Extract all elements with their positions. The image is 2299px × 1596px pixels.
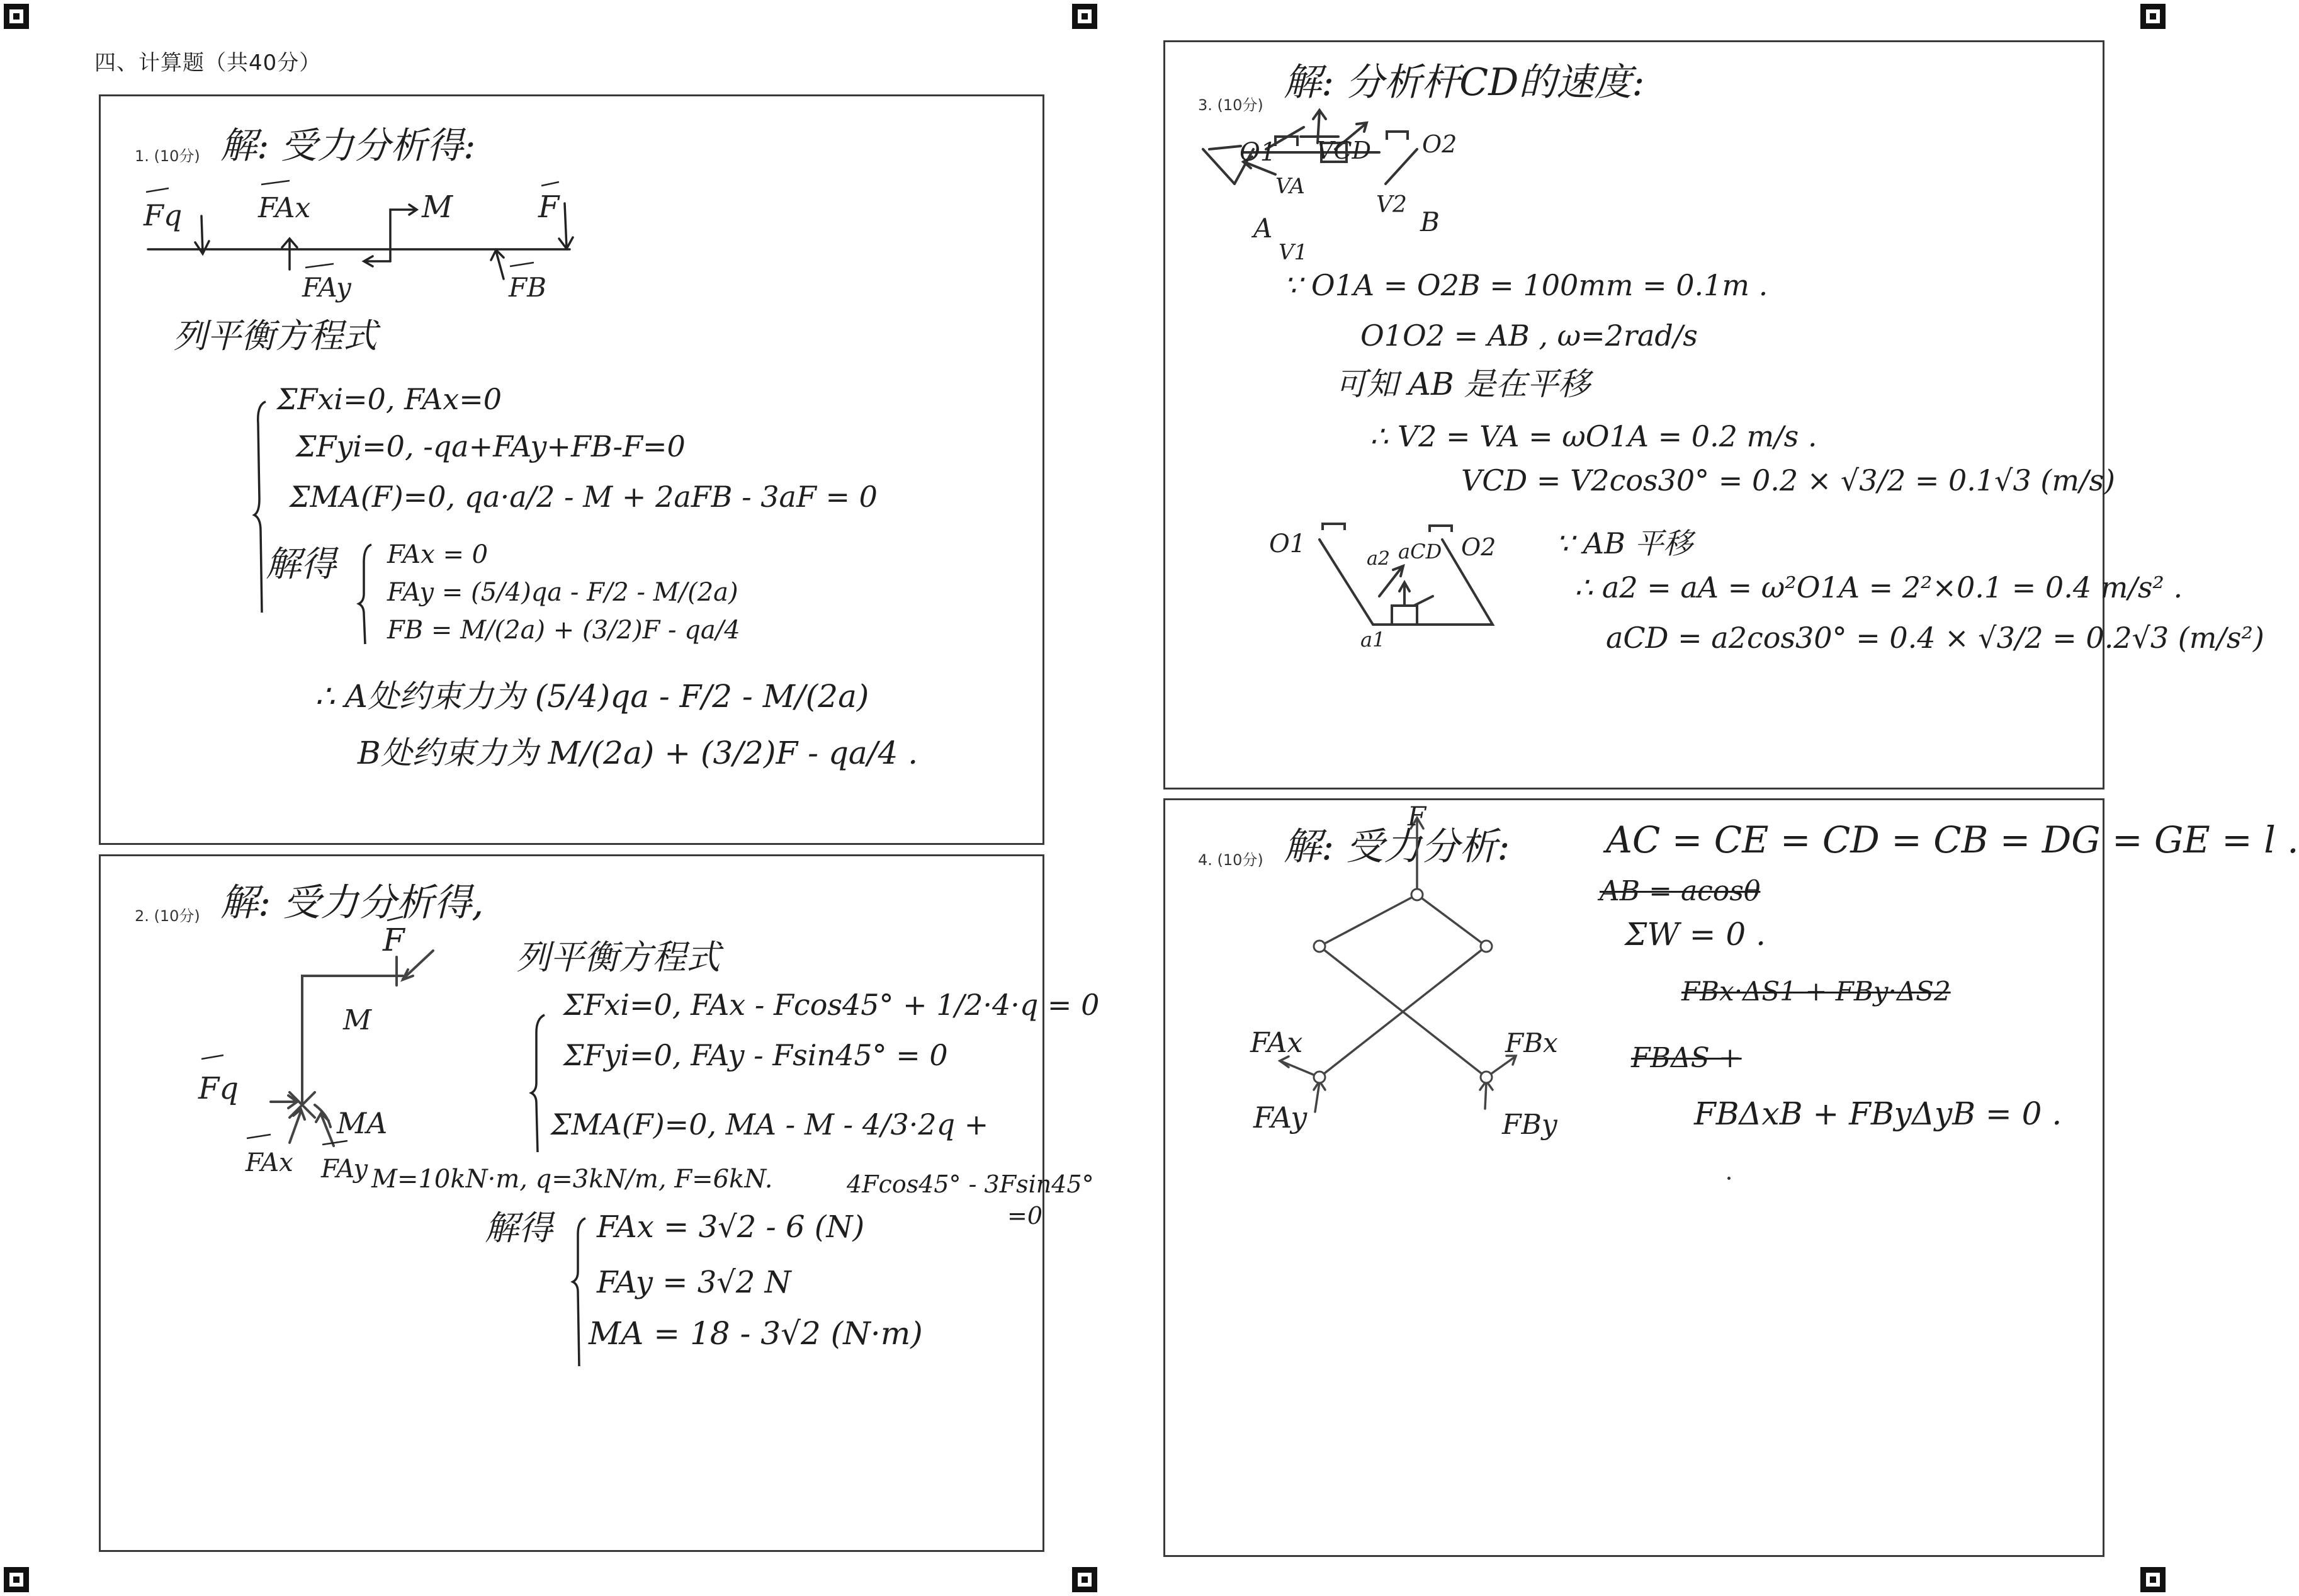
corner-marker-top-right bbox=[2140, 4, 2166, 29]
accel-line: ∴ a2 = aA = ω²O1A = 2²×0.1 = 0.4 m/s² . bbox=[1574, 570, 2183, 604]
crossed-out-line: AB = acosθ bbox=[1600, 875, 1761, 907]
fig-label-fay: FAy bbox=[302, 272, 351, 303]
fig-label-fax: FAx bbox=[246, 1148, 293, 1177]
fig-label-o1: O1 bbox=[1240, 138, 1277, 167]
solve-label: 解得 bbox=[266, 544, 336, 585]
result-brace bbox=[101, 856, 667, 1423]
equation-row: ΣFyi=0, FAy - Fsin45° = 0 bbox=[563, 1038, 948, 1072]
corner-marker-top-left bbox=[4, 4, 29, 29]
equation-row: ΣFxi=0, FAx - Fcos45° + 1/2·4·q = 0 bbox=[563, 988, 1100, 1022]
question-label: 3. (10分) bbox=[1198, 96, 1263, 114]
question-label: 4. (10分) bbox=[1198, 851, 1263, 869]
fig-label-a2: a2 bbox=[1367, 548, 1390, 570]
final-equation: FBΔxB + FByΔyB = 0 . bbox=[1694, 1095, 2062, 1132]
equation-row: ΣFxi=0, FAx=0 bbox=[277, 382, 502, 416]
solution-heading: 解: 受力分析得: bbox=[220, 124, 476, 167]
solution-heading: 解: 分析杆CD的速度: bbox=[1284, 60, 1645, 105]
equations-title: 列平衡方程式 bbox=[516, 937, 720, 977]
result-row: FB = M/(2a) + (3/2)F - qa/4 bbox=[387, 616, 740, 645]
fig-label-fq: Fq bbox=[198, 1071, 239, 1106]
corner-marker-bottom-left bbox=[4, 1567, 29, 1592]
answer-box-q2 bbox=[99, 854, 1100, 1552]
accel-line: ∵ AB 平移 bbox=[1556, 526, 1693, 560]
fig-label-fbx: FBx bbox=[1505, 1027, 1558, 1058]
crossed-out-line: FBx·ΔS1 + FBy·ΔS2 bbox=[1681, 976, 1951, 1007]
scissor-mechanism-diagram bbox=[1165, 800, 1606, 1178]
equation-row: ΣMA(F)=0, MA - M - 4/3·2q + bbox=[551, 1107, 989, 1141]
fig-label-fb: FB bbox=[509, 272, 547, 303]
virtual-work-equation: ΣW = 0 . bbox=[1625, 916, 1766, 953]
answer-box-q4 bbox=[1163, 798, 2299, 1557]
fig-label-fay: FAy bbox=[321, 1155, 368, 1184]
result-row: FAy = (5/4)qa - F/2 - M/(2a) bbox=[387, 578, 738, 607]
analysis-line: VCD = V2cos30° = 0.2 × √3/2 = 0.1√3 (m/s) bbox=[1461, 463, 2115, 497]
fig-label-m: M bbox=[422, 190, 453, 225]
fig-label-a1: a1 bbox=[1360, 628, 1386, 652]
given-values: M=10kN·m, q=3kN/m, F=6kN. bbox=[371, 1165, 773, 1194]
fig-label-vcd: VCD bbox=[1316, 137, 1371, 164]
equations-title: 列平衡方程式 bbox=[173, 316, 377, 356]
equation-continuation: 4Fcos45° - 3Fsin45° bbox=[847, 1170, 1094, 1198]
pen-dot bbox=[1727, 1177, 1731, 1180]
fig-label-ma: MA bbox=[337, 1106, 388, 1140]
solution-heading: 解: 受力分析: bbox=[1284, 825, 1510, 869]
length-relation: AC = CE = CD = CB = DG = GE = l . bbox=[1606, 818, 2299, 861]
fig-label-fax: FAx bbox=[1250, 1027, 1303, 1059]
result-brace bbox=[101, 96, 415, 663]
result-row: FAy = 3√2 N bbox=[597, 1265, 791, 1300]
accel-line: aCD = a2cos30° = 0.4 × √3/2 = 0.2√3 (m/s²) bbox=[1606, 621, 2264, 655]
fig-label-fq: Fq bbox=[144, 198, 183, 232]
crossed-out-line: FBΔS + bbox=[1631, 1042, 1742, 1074]
result-row: MA = 18 - 3√2 (N·m) bbox=[589, 1315, 923, 1352]
fig-label-v2: V2 bbox=[1376, 192, 1407, 218]
equation-row: ΣMA(F)=0, qa·a/2 - M + 2aFB - 3aF = 0 bbox=[290, 480, 878, 514]
solve-label: 解得 bbox=[485, 1208, 553, 1248]
fig-label-o2: O2 bbox=[1422, 130, 1457, 158]
analysis-line: 可知 AB 是在平移 bbox=[1335, 366, 1590, 402]
fig-label-b: B bbox=[1420, 207, 1440, 237]
fig-label-a: A bbox=[1253, 213, 1273, 244]
answer-box-q3 bbox=[1163, 40, 2264, 790]
corner-marker-bottom-right bbox=[2140, 1567, 2166, 1592]
question-label: 1. (10分) bbox=[135, 147, 200, 165]
fig-label-o1: O1 bbox=[1269, 529, 1306, 558]
section-title: 四、计算题（共40分） bbox=[94, 50, 322, 76]
analysis-line: ∵ O1A = O2B = 100mm = 0.1m . bbox=[1284, 268, 1768, 302]
solution-heading: 解: 受力分析得, bbox=[220, 881, 484, 925]
analysis-line: O1O2 = AB , ω=2rad/s bbox=[1360, 319, 1698, 353]
fig-label-acd: aCD bbox=[1398, 540, 1442, 563]
linkage-acceleration-diagram bbox=[1165, 42, 1606, 672]
fig-label-fay: FAy bbox=[1253, 1101, 1308, 1135]
equation-row: ΣFyi=0, -qa+FAy+FB-F=0 bbox=[296, 429, 686, 463]
corner-marker-top-center bbox=[1072, 4, 1097, 29]
fig-label-f: F bbox=[383, 922, 405, 958]
fig-label-v1: V1 bbox=[1279, 240, 1308, 265]
result-row: FAx = 0 bbox=[387, 540, 489, 569]
answer-box-q1 bbox=[99, 94, 1044, 845]
conclusion-line: B处约束力为 M/(2a) + (3/2)F - qa/4 . bbox=[358, 735, 918, 771]
fig-label-fax: FAx bbox=[258, 192, 311, 224]
fig-label-f: F bbox=[1408, 801, 1426, 832]
fig-label-va: VA bbox=[1275, 174, 1305, 199]
fig-label-f: F bbox=[538, 190, 560, 225]
fig-label-m: M bbox=[343, 1004, 372, 1036]
corner-marker-bottom-center bbox=[1072, 1567, 1097, 1592]
result-row: FAx = 3√2 - 6 (N) bbox=[597, 1209, 865, 1245]
equation-continuation: =0 bbox=[1007, 1202, 1043, 1230]
conclusion-line: ∴ A处约束力为 (5/4)qa - F/2 - M/(2a) bbox=[315, 678, 869, 715]
fig-label-fby: FBy bbox=[1502, 1109, 1557, 1141]
analysis-line: ∴ V2 = VA = ωO1A = 0.2 m/s . bbox=[1370, 419, 1817, 453]
fig-label-o2: O2 bbox=[1461, 533, 1496, 561]
question-label: 2. (10分) bbox=[135, 907, 200, 925]
